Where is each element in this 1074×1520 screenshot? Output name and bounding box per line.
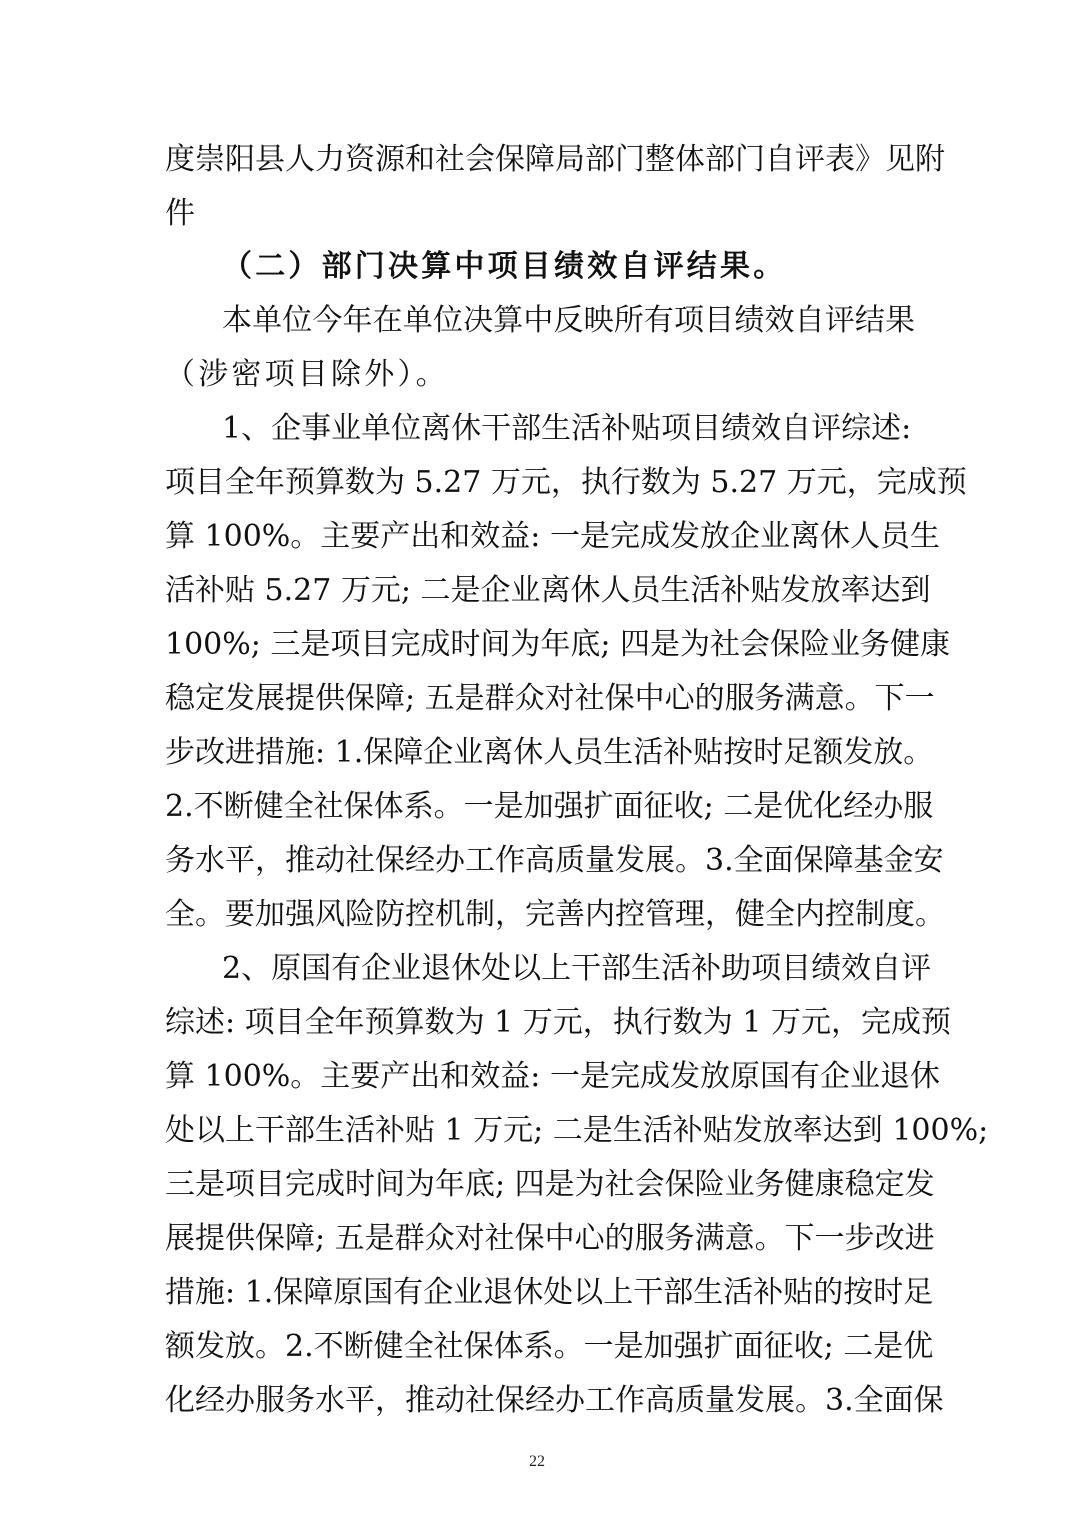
text-line: 算 100%。主要产出和效益: 一是完成发放企业离休人员生 [165, 519, 940, 554]
text-line: （涉密项目除外）。 [165, 357, 449, 392]
text-line: 展提供保障; 五是群众对社保中心的服务满意。下一步改进 [165, 1221, 935, 1256]
section-heading: （二）部门决算中项目绩效自评结果。 [222, 249, 787, 284]
text-line: 综述: 项目全年预算数为 1 万元，执行数为 1 万元，完成预 [165, 1005, 951, 1040]
text-line: 措施: 1.保障原国有企业退休处以上干部生活补贴的按时足 [165, 1275, 934, 1310]
text-line: 处以上干部生活补贴 1 万元; 二是生活补贴发放率达到 100%; [165, 1113, 989, 1148]
item-heading: 2、原国有企业退休处以上干部生活补助项目绩效自评 [222, 951, 932, 986]
text-line: 件 [165, 196, 199, 231]
text-line: 算 100%。主要产出和效益: 一是完成发放原国有企业退休 [165, 1059, 940, 1094]
text-line: 额发放。2.不断健全社保体系。一是加强扩面征收; 二是优 [165, 1329, 934, 1364]
text-line: 度崇阳县人力资源和社会保障局部门整体部门自评表》见附 [165, 142, 945, 177]
text-line: 步改进措施: 1.保障企业离休人员生活补贴按时足额发放。 [165, 735, 934, 770]
text-line: 活补贴 5.27 万元; 二是企业离休人员生活补贴发放率达到 [165, 573, 931, 608]
text-line: 2.不断健全社保体系。一是加强扩面征收; 二是优化经办服 [165, 789, 934, 824]
text-line: 化经办服务水平，推动社保经办工作高质量发展。3.全面保 [165, 1383, 944, 1418]
text-line: 本单位今年在单位决算中反映所有项目绩效自评结果 [222, 303, 915, 338]
text-line: 100%; 三是项目完成时间为年底; 四是为社会保险业务健康 [165, 627, 951, 662]
text-line: 项目全年预算数为 5.27 万元，执行数为 5.27 万元，完成预 [165, 465, 967, 500]
text-line: 稳定发展提供保障; 五是群众对社保中心的服务满意。下一 [165, 681, 935, 716]
page-number: 22 [529, 1453, 545, 1470]
text-line: 全。要加强风险防控机制，完善内控管理，健全内控制度。 [165, 897, 945, 932]
text-line: 三是项目完成时间为年底; 四是为社会保险业务健康稳定发 [165, 1167, 935, 1202]
text-line: 务水平，推动社保经办工作高质量发展。3.全面保障基金安 [165, 843, 944, 878]
item-heading: 1、企事业单位离休干部生活补贴项目绩效自评综述: [222, 411, 912, 446]
